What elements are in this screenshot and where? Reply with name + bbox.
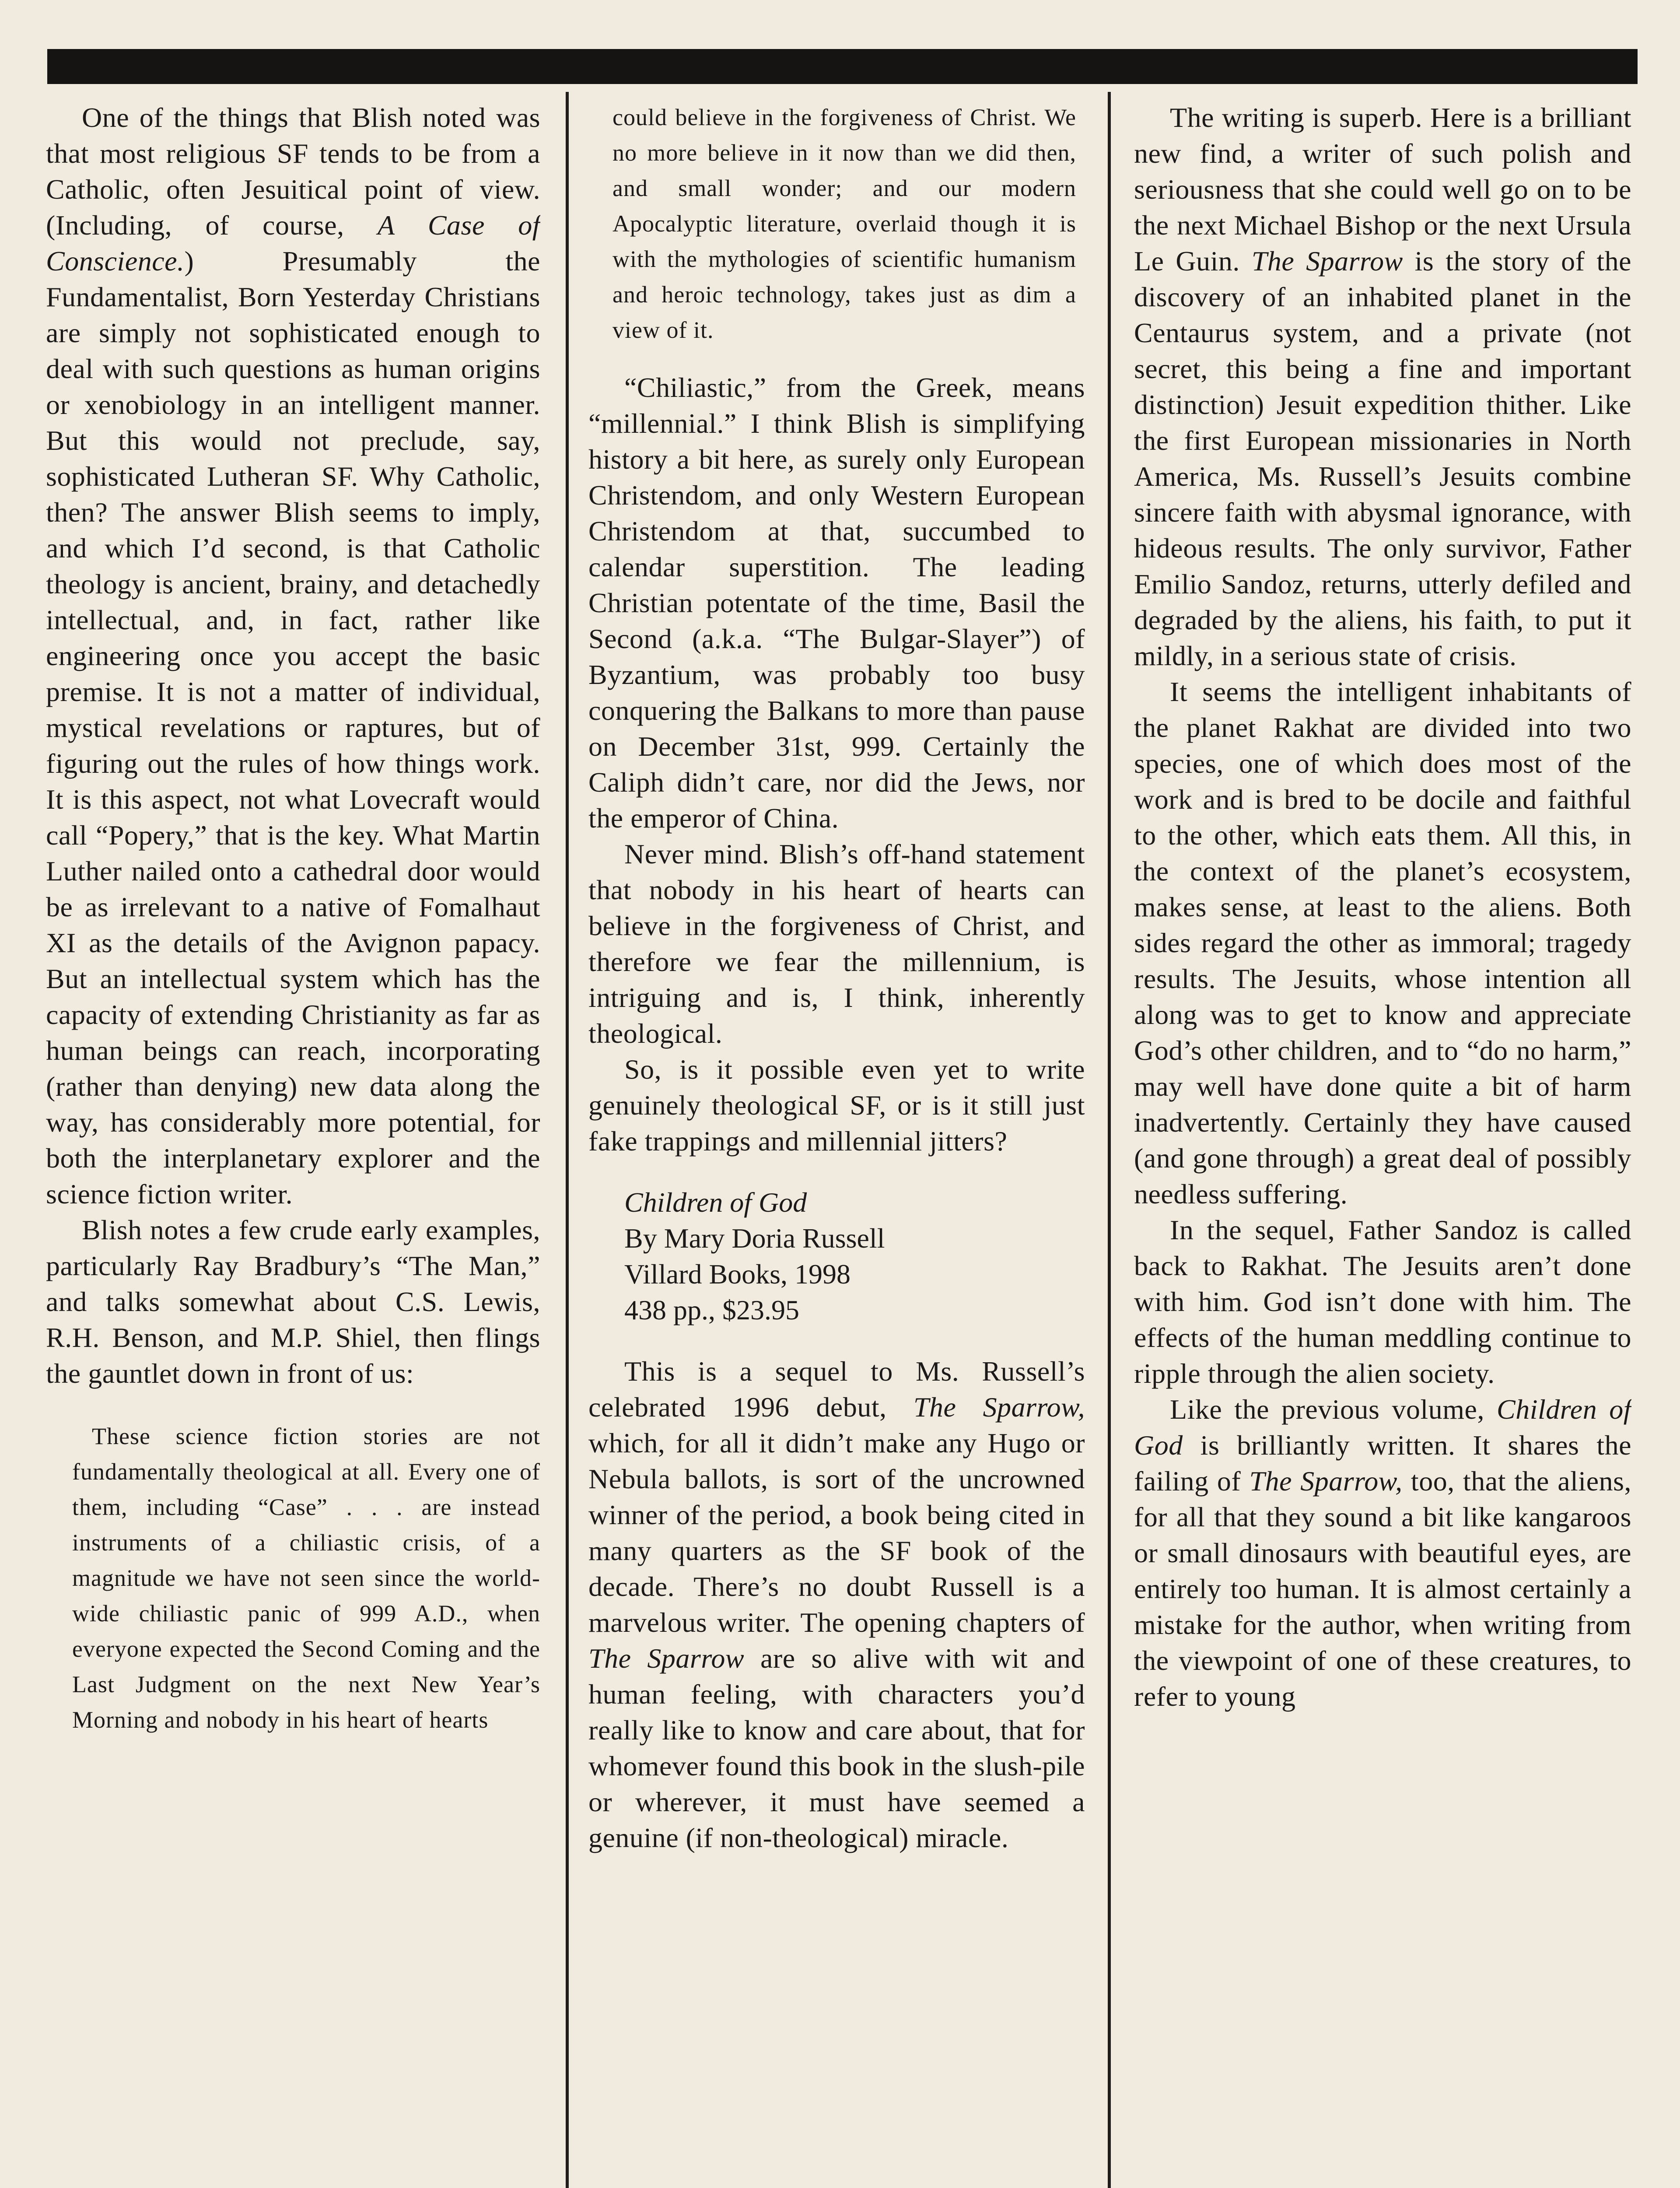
column-3 [1134,100,1631,2188]
paragraph: So, is it possible even yet to write genuinely theological SF, or is it still just fake trappings and millennial jitters? [588,1054,1085,1157]
text-run: One of the things that Blish noted was that most religious SF tends to be from a Catholic, often Jesuitical point of view. (Including, of course, [46,102,540,241]
text-run: This is a sequel to Ms. Russell’s celebrated 1996 debut, [588,1356,1085,1423]
column-2 [588,100,1085,2188]
paragraph [1134,100,1631,674]
book-title-italic: The Sparrow, [913,1392,1085,1423]
book-info [624,1185,1085,1328]
paragraph [588,1353,1085,1856]
block-quote: These science fiction stories are not fundamentally theological at all. Every one of them, including “Case” . . . are instead instruments of a chiliastic crisis, of a magnitude we have not seen since the world-wide chiliastic panic of 999 A.D., when everyone expected the Second Coming and the Last Judgment on the next New Year’s Morning and nobody in his heart of hearts [72,1423,540,1733]
text-run: is brilliantly written. It shares the failing of [1134,1430,1631,1497]
book-title-italic: The Sparrow, [1249,1466,1403,1497]
text-run: which, for all it didn’t make any Hugo or Nebula ballots, is sort of the uncrowned winner of the period, a book being cited in many quarters as the SF book of the decade. There’s no doubt Russell is a marvelous writer. The opening chapters of [588,1427,1085,1638]
paragraph: In the sequel, Father Sandoz is called back to Rakhat. The Jesuits aren’t done with him. God isn’t done with him. The effects of the human meddling continue to ripple through the alien society. [1134,1214,1631,1389]
column-rule-right [1108,92,1111,2188]
paragraph: Blish notes a few crude early examples, particularly Ray Bradbury’s “The Man,” and talks somewhat about C.S. Lewis, R.H. Benson, and M.P. Shiel, then flings the gauntlet down in front of us: [46,1214,540,1389]
book-title-italic: The Sparrow [1251,245,1403,277]
book-title-italic: Children of God [1134,1394,1631,1461]
column-rule-left [566,92,569,2188]
book-publisher: Villard Books, 1998 [624,1259,851,1290]
book-title-italic: A Case of Conscience. [46,210,540,277]
text-run: is the story of the discovery of an inhabited planet in the Centaurus system, and a private (not secret, this being a fine and important distinction) Jesuit expedition thither. Like the first European missionaries in North America, Ms. Russell’s Jesuits combine sincere faith with abysmal ignorance, with hideous results. The only survivor, Father Emilio Sandoz, returns, utterly defiled and degraded by the aliens, his faith, to put it mildly, in a serious state of crisis. [1134,245,1631,671]
paragraph: Never mind. Blish’s off-hand statement that nobody in his heart of hearts can believe in the forgiveness of Christ, and therefore we fear the millennium, is intriguing and is, I think, inherently theological. [588,838,1085,1049]
column-1 [46,100,540,2188]
paragraph: “Chiliastic,” from the Greek, means “millennial.” I think Blish is simplifying history a bit here, as surely only European Christendom, and only Western European Christendom at that, succumbed to calendar superstition. The leading Christian potentate of the time, Basil the Second (a.k.a. “The Bulgar-Slayer”) of Byzantium, was probably too busy conquering the Balkans to more than pause on December 31st, 999. Certainly the Caliph didn’t care, nor did the Jews, nor the emperor of China. [588,372,1085,834]
text-run: too, that the aliens, for all that they sound a bit like kangaroos or small dinosaurs with beautiful eyes, are entirely too human. It is almost certainly a mistake for the author, when writing from the viewpoint of one of these creatures, to refer to young [1134,1466,1631,1712]
paragraph: It seems the intelligent inhabitants of the planet Rakhat are divided into two species, one of which does most of the work and is bred to be docile and faithful to the other, which eats them. All this, in the context of the planet’s ecosystem, makes sense, at least to the aliens. Both sides regard the other as immoral; tragedy results. The Jesuits, whose intention all along was to get to know and appreciate God’s other children, and to “do no harm,” may well have done quite a bit of harm inadvertently. Certainly they have caused (and gone through) a great deal of possibly needless suffering. [1134,676,1631,1210]
paragraph [1134,1392,1631,1715]
text-run: are so alive with wit and human feeling, with characters you’d really like to know and care about, that for whomever found this book in the slush-pile or wherever, it must have seemed a genuine (if non-theological) miracle. [588,1643,1085,1853]
paragraph [46,100,540,1212]
text-run: ) Presumably the Fundamentalist, Born Yesterday Christians are simply not sophisticated enough to deal with such questions as human origins or xenobiology in an intelligent manner. But this would not preclude, say, sophisticated Lutheran SF. Why Catholic, then? The answer Blish seems to imply, and which I’d second, is that Catholic theology is ancient, brainy, and detachedly intellectual, and, in fact, rather like engineering once you accept the basic premise. It is not a matter of individual, mystical revelations or raptures, but of figuring out the rules of how things work. It is this aspect, not what Lovecraft would call “Popery,” that is the key. What Martin Luther nailed onto a cathedral door would be as irrelevant to a native of Fomalhaut XI as the details of the Avignon papacy. But an intellectual system which has the capacity of extending Christianity as far as human beings can reach, incorporating (rather than denying) new data along the way, has considerably more potential, for both the interplanetary explorer and the science fiction writer. [46,245,540,1210]
book-title: Children of God [624,1187,807,1218]
text-run: Like the previous volume, [1170,1394,1497,1425]
block-quote-continued: could believe in the forgiveness of Christ. We no more believe in it now than we did then, and small wonder; and our modern Apocalyptic literature, overlaid though it is with the mythologies of scientific humanism and heroic technology, takes just as dim a view of it. [612,104,1076,343]
book-author: By Mary Doria Russell [624,1223,885,1254]
book-price: 438 pp., $23.95 [624,1294,799,1325]
text-run: The writing is superb. Here is a brilliant new find, a writer of such polish and seriousness that she could well go on to be the next Michael Bishop or the next Ursula Le Guin. [1134,102,1631,277]
header-black-bar [47,49,1638,84]
book-title-italic: The Sparrow [588,1643,745,1674]
